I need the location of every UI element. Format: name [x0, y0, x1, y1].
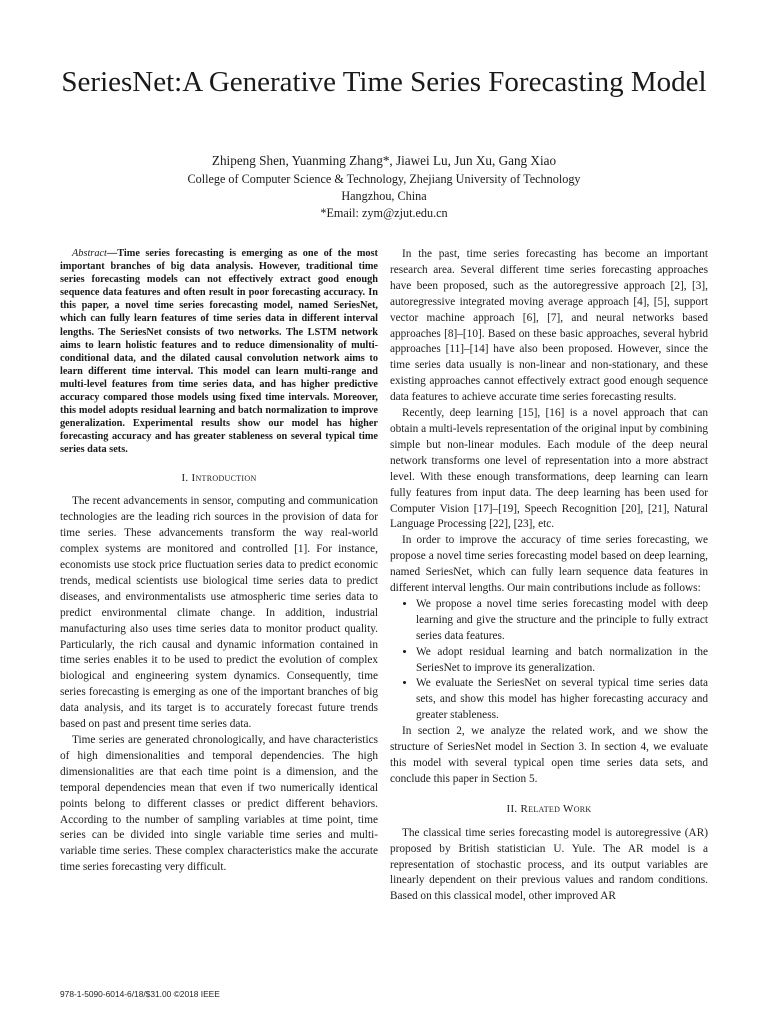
contribution-item-3: • We evaluate the SeriesNet on several typical time series data sets, and show this model has higher forecasting accuracy and greater stableness.	[416, 676, 708, 724]
section-heading-related-work: II. Related Work	[506, 802, 592, 815]
intro-paragraph-4: Recently, deep learning [15], [16] is a novel approach that can obtain a multi-levels representation of the original input by combining simple but non-linear modules. Each module of the deep neural network transforms one level of representation into a more abstract level. With these enough transformations, deep learning can learn fully features from input data. The deep learning has been used for Computer Vision [17]–[19], Speech Recognition [20], [21], Natural Language Processing [22], [23], etc.	[390, 407, 708, 531]
abstract-lead: Abstract	[72, 248, 107, 259]
affiliation-email: *Email: zym@zjut.edu.cn	[320, 206, 448, 220]
outline-paragraph: In section 2, we analyze the related work, and we show the structure of SeriesNet model in Section 3. In section 4, we evaluate this model with several typical open time series data sets, and conclude this paper in Section 5.	[390, 725, 708, 785]
related-work-paragraph: The classical time series forecasting model is autoregressive (AR) proposed by British statistician U. Yule. The AR model is a representation of stochastic process, and its output variables are linearly dependent on their previous values and random conditions. Based on this classical model, other improved AR	[390, 826, 708, 903]
contribution-item-1: • We propose a novel time series forecasting model with deep learning and give the structure and the principle to fully extract series data features.	[416, 597, 708, 645]
left-column	[60, 247, 378, 876]
right-column	[390, 247, 708, 905]
abstract: Abstract—Time series forecasting is emerging as one of the most important branches of big data analysis. However, traditional time series forecasting models can not effectively extract good enough sequence data features and often result in poor forecasting accuracy. In this paper, a novel time series forecasting model, named SeriesNet, which can fully learn features of time series data in different interval lengths. The SeriesNet consists of two networks. The LSTM network aims to learn holistic features and to reduce dimensionality of multi-conditional data, and the dilated causal convolution network aims to learn different time interval. This model can learn multi-range and multi-level features from time series data, and has higher predictive accuracy compared those models using fixed time intervals. Moreover, this model adopts residual learning and batch normalization to improve generalization. Experimental results show our model has higher forecasting accuracy and has greater stableness on several typical time series data sets.	[60, 248, 378, 456]
paper-title: SeriesNet:A Generative Time Series Forecasting Model	[61, 66, 707, 98]
affiliation-institution: College of Computer Science & Technology, Zhejiang University of Technology	[187, 172, 581, 186]
intro-paragraph-1: The recent advancements in sensor, computing and communication technologies are the leading rich sources in the provision of data for time series. These advancements transform the way real-world complex systems are monitored and controlled [1]. For instance, economists use stock price fluctuation series data to predict economic trends, medical scientists use biological time series data to predict diseases, and environmentalists use atmospheric time series data to predict environmental climate change. In addition, industrial manufacturing also uses time series data to monitor product quality. Particularly, the rich causal and dynamic information contained in time series enables it to be used to predict the evolution of complex biological and engineering system dynamics. Consequently, time series forecasting is emerging as one of the important branches of big data analysis, and its target is to accurately forecast future trends based on past and present time series data.	[60, 495, 378, 731]
contribution-item-2: • We adopt residual learning and batch normalization in the SeriesNet to improve its generalization.	[416, 645, 708, 677]
copyright-footer: 978-1-5090-6014-6/18/$31.00 ©2018 IEEE	[60, 989, 220, 999]
affiliation-location: Hangzhou, China	[341, 189, 427, 203]
contribution-list	[390, 597, 708, 724]
intro-paragraph-5: In order to improve the accuracy of time series forecasting, we propose a novel time series forecasting model based on deep learning, named SeriesNet, which can fully learn sequence data features in different interval lengths. Our main contributions include as follows:	[390, 534, 708, 595]
abstract-text: Time series forecasting is emerging as one of the most important branches of big data analysis. However, traditional time series forecasting models can not effectively extract good enough sequence data features and often result in poor forecasting accuracy. In this paper, a novel time series forecasting model, named SeriesNet, which can fully learn features of time series data in different interval lengths. The SeriesNet consists of two networks. The LSTM network aims to learn holistic features and to reduce dimensionality of multi-conditional data, and the dilated causal convolution network aims to learn different time interval. This model can learn multi-range and multi-level features from time series data, and has higher predictive accuracy compared those models using fixed time intervals. Moreover, this model adopts residual learning and batch normalization to improve generalization. Experimental results show our model has higher forecasting accuracy and has greater stableness on several typical time series data sets.	[60, 248, 378, 456]
intro-paragraph-3: In the past, time series forecasting has become an important research area. Several different time series forecasting approaches have been proposed, such as the autoregressive approach [2], [3], autoregressive integrated moving average approach [4], [5], support vector machine approach [6], [7], and neural networks based approaches [8]–[10]. Based on these basic approaches, several hybrid approaches [11]–[14] have also been proposed. However, since the time series data usually is non-linear and non-stationary, and these existing approaches cannot effectively extract good enough sequence data features to achieve accurate time series forecasting results.	[390, 248, 708, 404]
intro-paragraph-2: Time series are generated chronologically, and have characteristics of high dimensionalities and temporal dependencies. The high dimensionalities are that each time point is a dimension, and the temporal dependencies mean that even if two numerically identical points belong to different classes or predict different behaviors. According to the number of sampling variables at time point, time series can be divided into single variable time series and multi-variable time series. These complex characteristics make the accurate time series forecasting very difficult.	[60, 734, 378, 874]
author-list: Zhipeng Shen, Yuanming Zhang*, Jiawei Lu, Jun Xu, Gang Xiao	[211, 153, 557, 168]
section-heading-introduction: I. Introduction	[181, 471, 257, 484]
